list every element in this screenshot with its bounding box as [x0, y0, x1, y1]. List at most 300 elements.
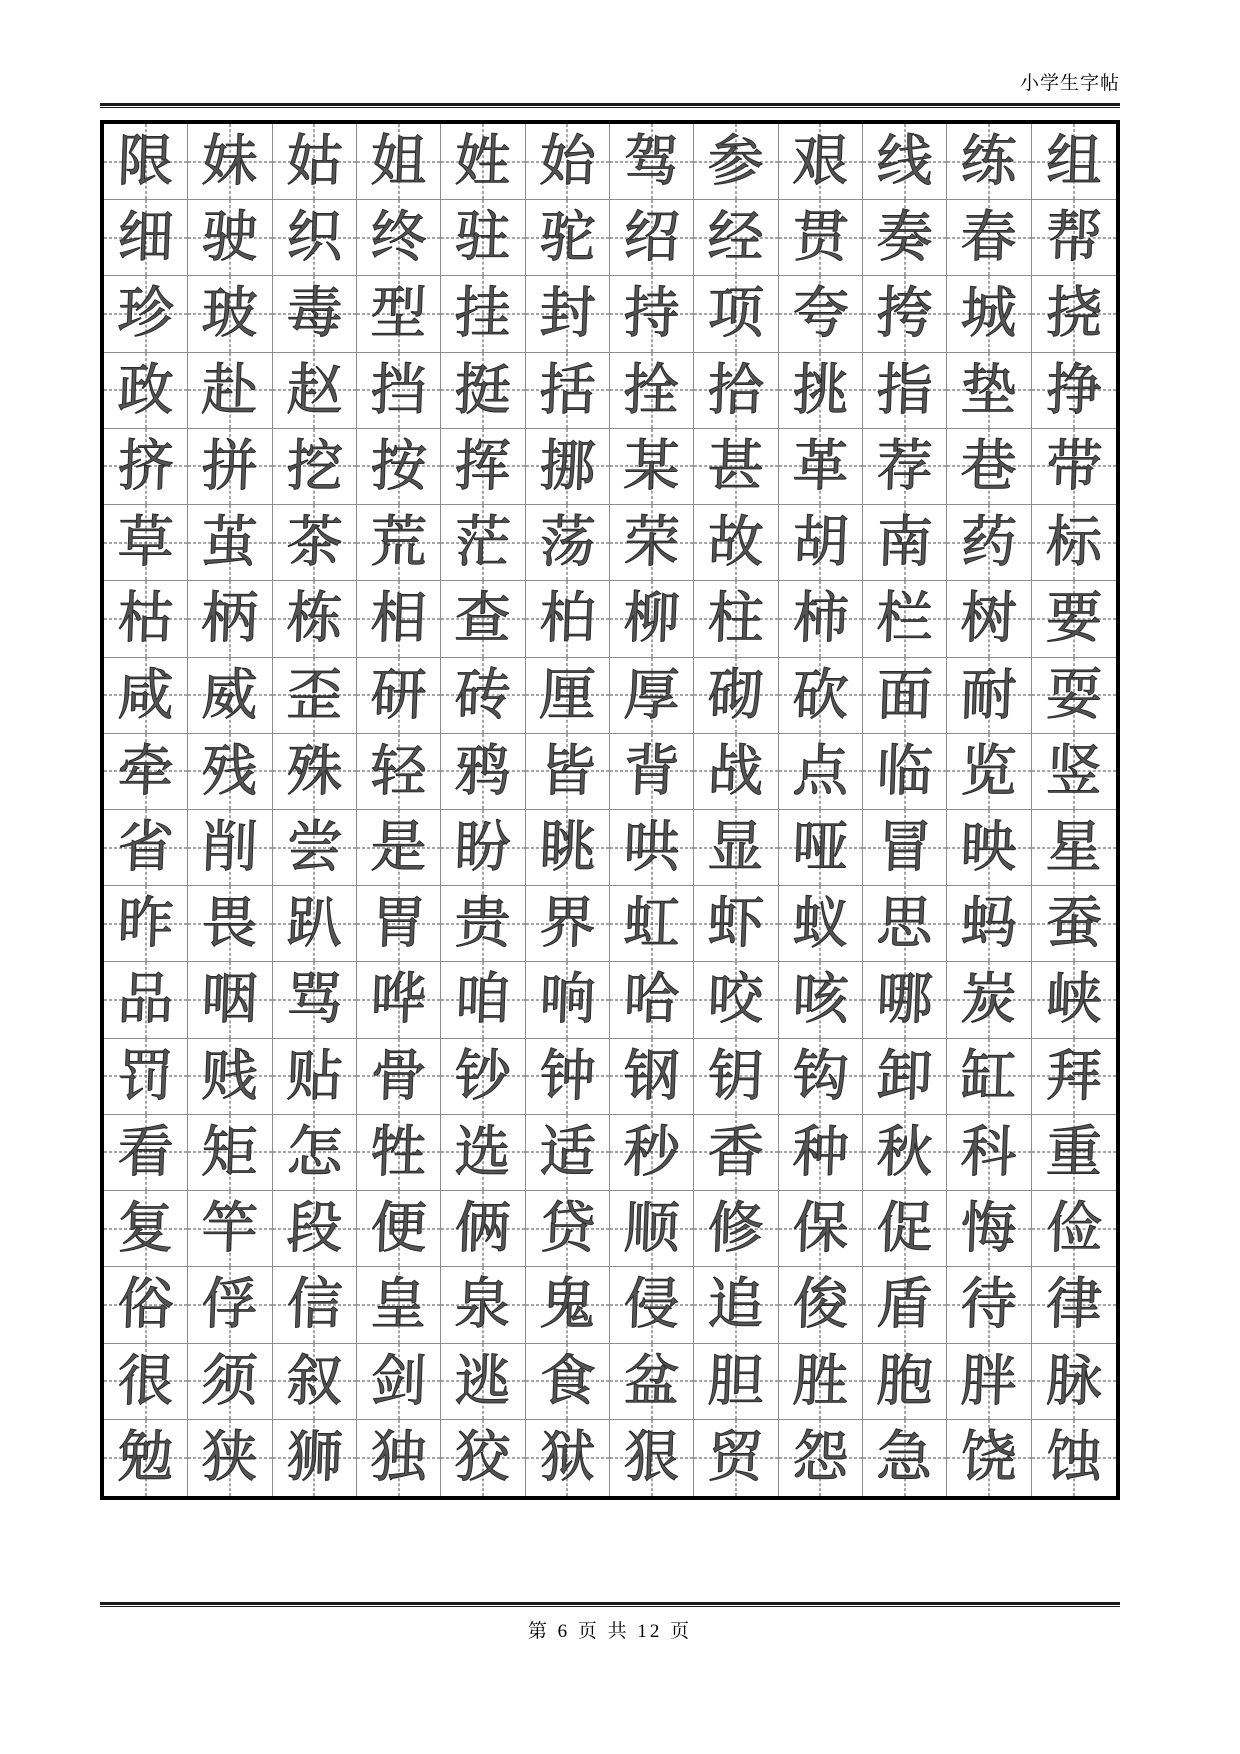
practice-character: 须 [200, 1348, 260, 1414]
practice-character: 急 [875, 1424, 934, 1490]
character-cell [610, 1191, 694, 1267]
practice-character: 殊 [285, 738, 344, 804]
practice-character: 栏 [875, 585, 934, 651]
practice-character: 项 [706, 281, 766, 347]
practice-character: 贯 [791, 204, 850, 270]
character-cell [526, 1115, 610, 1191]
character-cell [188, 1115, 272, 1191]
character-cell [779, 1191, 863, 1267]
character-cell [610, 124, 694, 200]
practice-character: 柄 [200, 585, 260, 651]
practice-character: 鬼 [538, 1271, 597, 1337]
practice-character: 树 [959, 585, 1019, 651]
practice-character: 临 [875, 738, 934, 804]
practice-character: 甚 [706, 433, 766, 499]
practice-character: 看 [116, 1119, 175, 1185]
practice-character: 线 [875, 128, 934, 194]
footer-divider [100, 1602, 1120, 1607]
practice-character: 挪 [538, 433, 597, 499]
character-cell [694, 124, 778, 200]
practice-character: 哑 [791, 814, 850, 880]
character-cell [863, 962, 947, 1038]
practice-character: 柏 [538, 585, 597, 651]
character-cell [694, 200, 778, 276]
practice-character: 钞 [453, 1043, 513, 1109]
practice-character: 狮 [285, 1424, 344, 1490]
practice-character: 适 [538, 1119, 597, 1185]
character-cell [188, 1191, 272, 1267]
page-number-text: 第 6 页 共 12 页 [527, 1621, 693, 1642]
character-grid-container [100, 120, 1120, 1500]
character-cell [694, 505, 778, 581]
character-cell [273, 886, 357, 962]
practice-character: 枯 [116, 585, 175, 651]
character-cell [104, 353, 188, 429]
character-cell [441, 429, 525, 505]
character-cell [610, 1344, 694, 1420]
practice-character: 标 [1044, 509, 1103, 575]
practice-character: 显 [706, 814, 766, 880]
character-cell [526, 1039, 610, 1115]
character-cell [357, 1344, 441, 1420]
practice-character: 盼 [453, 814, 513, 880]
character-cell [1032, 1039, 1116, 1115]
character-cell [947, 276, 1031, 352]
character-cell [188, 505, 272, 581]
character-cell [273, 1115, 357, 1191]
practice-character: 狭 [200, 1424, 260, 1490]
character-cell [1032, 276, 1116, 352]
character-cell [779, 429, 863, 505]
character-cell [610, 810, 694, 886]
character-cell [779, 1039, 863, 1115]
character-cell [947, 353, 1031, 429]
character-cell [273, 429, 357, 505]
character-cell [863, 886, 947, 962]
character-cell [1032, 1267, 1116, 1343]
character-cell [694, 962, 778, 1038]
practice-character: 春 [959, 204, 1019, 270]
practice-character: 狱 [538, 1424, 597, 1490]
character-cell [104, 1191, 188, 1267]
character-cell [1032, 1115, 1116, 1191]
practice-character: 拼 [200, 433, 260, 499]
practice-character: 拜 [1044, 1043, 1103, 1109]
character-cell [188, 200, 272, 276]
character-cell [188, 810, 272, 886]
character-cell [863, 658, 947, 734]
practice-character: 姓 [453, 128, 513, 194]
character-cell [441, 581, 525, 657]
practice-character: 相 [369, 585, 428, 651]
practice-character: 挡 [369, 357, 428, 423]
character-cell [273, 1420, 357, 1496]
practice-character: 哄 [622, 814, 681, 880]
practice-character: 虾 [706, 890, 766, 956]
character-cell [441, 200, 525, 276]
character-cell [526, 505, 610, 581]
practice-character: 南 [875, 509, 934, 575]
practice-character: 挣 [1044, 357, 1103, 423]
practice-character: 香 [706, 1119, 766, 1185]
practice-character: 面 [875, 662, 934, 728]
practice-character: 蚂 [959, 890, 1019, 956]
practice-character: 趴 [285, 890, 344, 956]
character-cell [863, 1344, 947, 1420]
practice-character: 咽 [200, 967, 260, 1033]
character-cell [526, 429, 610, 505]
character-cell [863, 1039, 947, 1115]
character-cell [863, 581, 947, 657]
character-cell [863, 276, 947, 352]
header-title: 小学生字帖 [1019, 73, 1120, 94]
character-cell [188, 581, 272, 657]
practice-character: 俗 [116, 1271, 175, 1337]
character-cell [779, 1344, 863, 1420]
character-cell [441, 1344, 525, 1420]
practice-character: 咸 [116, 662, 175, 728]
character-cell [441, 276, 525, 352]
practice-character: 哪 [875, 967, 934, 1033]
character-cell [694, 886, 778, 962]
character-cell [863, 429, 947, 505]
character-cell [104, 429, 188, 505]
page-header [100, 68, 1120, 108]
character-cell [694, 353, 778, 429]
practice-character: 峡 [1044, 967, 1103, 1033]
practice-character: 哈 [622, 967, 681, 1033]
character-cell [441, 353, 525, 429]
practice-character: 修 [706, 1195, 766, 1261]
character-cell [779, 276, 863, 352]
character-cell [357, 1039, 441, 1115]
character-cell [273, 124, 357, 200]
character-cell [526, 734, 610, 810]
character-cell [947, 886, 1031, 962]
character-cell [357, 962, 441, 1038]
character-cell [694, 1267, 778, 1343]
character-cell [779, 658, 863, 734]
practice-character: 轻 [369, 738, 428, 804]
practice-character: 鸦 [453, 738, 513, 804]
character-cell [947, 581, 1031, 657]
character-cell [947, 505, 1031, 581]
practice-character: 星 [1044, 814, 1103, 880]
character-cell [441, 1039, 525, 1115]
practice-character: 牲 [369, 1119, 428, 1185]
character-cell [610, 658, 694, 734]
practice-character: 咳 [791, 967, 850, 1033]
practice-character: 览 [959, 738, 1019, 804]
practice-character: 终 [369, 204, 428, 270]
practice-character: 姑 [285, 128, 344, 194]
character-cell [104, 505, 188, 581]
character-cell [441, 505, 525, 581]
character-cell [188, 124, 272, 200]
practice-character: 胡 [791, 509, 850, 575]
practice-character: 顺 [622, 1195, 681, 1261]
practice-character: 持 [622, 281, 681, 347]
character-cell [441, 886, 525, 962]
practice-character: 泉 [453, 1271, 513, 1337]
practice-character: 赴 [200, 357, 260, 423]
practice-character: 细 [116, 204, 175, 270]
practice-character: 虹 [622, 890, 681, 956]
character-cell [779, 886, 863, 962]
character-cell [188, 962, 272, 1038]
practice-character: 尝 [285, 814, 344, 880]
character-cell [863, 734, 947, 810]
practice-character: 茶 [285, 509, 344, 575]
character-cell [188, 353, 272, 429]
character-cell [441, 734, 525, 810]
character-cell [947, 1115, 1031, 1191]
practice-character: 钩 [791, 1043, 850, 1109]
practice-character: 盆 [622, 1348, 681, 1414]
practice-character: 悔 [959, 1195, 1019, 1261]
character-cell [273, 1267, 357, 1343]
practice-character: 封 [538, 281, 597, 347]
character-cell [610, 1267, 694, 1343]
practice-character: 药 [959, 509, 1019, 575]
practice-character: 品 [116, 967, 175, 1033]
practice-character: 茫 [453, 509, 513, 575]
character-cell [273, 581, 357, 657]
character-cell [694, 734, 778, 810]
practice-character: 草 [116, 509, 175, 575]
character-cell [610, 1039, 694, 1115]
character-cell [526, 200, 610, 276]
character-cell [694, 1039, 778, 1115]
character-cell [526, 810, 610, 886]
practice-character: 胆 [706, 1348, 766, 1414]
practice-character: 钥 [706, 1043, 766, 1109]
practice-character: 荐 [875, 433, 934, 499]
practice-character: 挖 [285, 433, 344, 499]
character-cell [694, 810, 778, 886]
practice-character: 柿 [791, 585, 850, 651]
practice-character: 城 [959, 281, 1019, 347]
character-cell [779, 581, 863, 657]
character-cell [104, 124, 188, 200]
practice-character: 界 [538, 890, 597, 956]
practice-character: 怎 [285, 1119, 344, 1185]
character-cell [273, 276, 357, 352]
character-grid [104, 124, 1116, 1496]
practice-character: 始 [538, 128, 597, 194]
practice-character: 带 [1044, 433, 1103, 499]
practice-character: 背 [622, 738, 681, 804]
character-cell [863, 505, 947, 581]
character-cell [357, 276, 441, 352]
practice-character: 限 [116, 128, 175, 194]
practice-character: 钢 [622, 1043, 681, 1109]
character-cell [863, 200, 947, 276]
practice-character: 胞 [875, 1348, 934, 1414]
character-cell [441, 1420, 525, 1496]
header-divider [100, 103, 1120, 108]
practice-character: 畏 [200, 890, 260, 956]
character-cell [1032, 886, 1116, 962]
practice-character: 荒 [369, 509, 428, 575]
practice-character: 柱 [706, 585, 766, 651]
practice-character: 威 [200, 662, 260, 728]
practice-character: 柳 [622, 585, 681, 651]
character-cell [526, 1191, 610, 1267]
practice-character: 赵 [285, 357, 344, 423]
character-cell [104, 734, 188, 810]
practice-character: 狡 [453, 1424, 513, 1490]
character-cell [1032, 658, 1116, 734]
practice-character: 便 [369, 1195, 428, 1261]
practice-character: 指 [875, 357, 934, 423]
character-cell [104, 810, 188, 886]
practice-character: 很 [116, 1348, 175, 1414]
practice-character: 咬 [706, 967, 766, 1033]
practice-character: 科 [959, 1119, 1019, 1185]
character-cell [357, 810, 441, 886]
character-cell [610, 886, 694, 962]
character-cell [863, 124, 947, 200]
character-cell [104, 276, 188, 352]
practice-character: 要 [1044, 585, 1103, 651]
character-cell [1032, 505, 1116, 581]
character-cell [357, 1420, 441, 1496]
character-cell [1032, 200, 1116, 276]
character-cell [188, 1344, 272, 1420]
character-cell [526, 962, 610, 1038]
practice-character: 革 [791, 433, 850, 499]
character-cell [863, 1191, 947, 1267]
practice-character: 耐 [959, 662, 1019, 728]
practice-character: 映 [959, 814, 1019, 880]
character-cell [694, 1191, 778, 1267]
character-cell [947, 962, 1031, 1038]
character-cell [526, 658, 610, 734]
practice-character: 奏 [875, 204, 934, 270]
practice-character: 剑 [369, 1348, 428, 1414]
practice-character: 垫 [959, 357, 1019, 423]
character-cell [357, 1267, 441, 1343]
character-cell [1032, 581, 1116, 657]
practice-character: 绍 [622, 204, 681, 270]
character-cell [104, 962, 188, 1038]
character-cell [357, 581, 441, 657]
character-cell [188, 429, 272, 505]
practice-character: 妹 [200, 128, 260, 194]
character-cell [441, 658, 525, 734]
practice-character: 饶 [959, 1424, 1019, 1490]
character-cell [1032, 734, 1116, 810]
practice-character: 昨 [116, 890, 175, 956]
practice-character: 练 [959, 128, 1019, 194]
character-cell [357, 505, 441, 581]
character-cell [188, 1420, 272, 1496]
practice-character: 政 [116, 357, 175, 423]
practice-character: 荡 [538, 509, 597, 575]
practice-character: 蚁 [791, 890, 850, 956]
practice-character: 秒 [622, 1119, 681, 1185]
practice-character: 括 [538, 357, 597, 423]
character-cell [863, 353, 947, 429]
practice-character: 段 [285, 1195, 344, 1261]
character-cell [273, 734, 357, 810]
practice-character: 俊 [791, 1271, 850, 1337]
character-cell [104, 1344, 188, 1420]
practice-character: 驾 [622, 128, 681, 194]
practice-character: 故 [706, 509, 766, 575]
practice-character: 挑 [791, 357, 850, 423]
character-cell [779, 124, 863, 200]
character-cell [188, 1267, 272, 1343]
character-cell [947, 1267, 1031, 1343]
practice-character: 哗 [369, 967, 428, 1033]
character-cell [1032, 353, 1116, 429]
practice-character: 骂 [285, 967, 344, 1033]
practice-character: 缸 [959, 1043, 1019, 1109]
character-cell [694, 276, 778, 352]
character-cell [273, 1039, 357, 1115]
practice-character: 战 [706, 738, 766, 804]
practice-character: 是 [369, 814, 428, 880]
practice-character: 追 [706, 1271, 766, 1337]
practice-character: 竖 [1044, 738, 1103, 804]
practice-character: 挺 [453, 357, 513, 423]
practice-character: 砌 [706, 662, 766, 728]
character-cell [947, 1039, 1031, 1115]
character-cell [441, 1191, 525, 1267]
practice-character: 厘 [538, 662, 597, 728]
practice-character: 冒 [875, 814, 934, 880]
practice-character: 响 [538, 967, 597, 1033]
character-cell [1032, 810, 1116, 886]
practice-character: 罚 [116, 1043, 175, 1109]
practice-character: 保 [791, 1195, 850, 1261]
practice-character: 姐 [369, 128, 428, 194]
character-cell [357, 1115, 441, 1191]
practice-character: 蚀 [1044, 1424, 1103, 1490]
character-cell [273, 353, 357, 429]
character-cell [947, 1191, 1031, 1267]
character-cell [273, 1191, 357, 1267]
character-cell [526, 1344, 610, 1420]
character-cell [610, 505, 694, 581]
practice-character: 组 [1044, 128, 1103, 194]
practice-character: 矩 [200, 1119, 260, 1185]
practice-character: 经 [706, 204, 766, 270]
practice-character: 拴 [622, 357, 681, 423]
practice-character: 型 [369, 281, 428, 347]
character-cell [610, 581, 694, 657]
character-cell [357, 734, 441, 810]
practice-character: 骨 [369, 1043, 428, 1109]
page-footer [100, 1602, 1120, 1646]
character-cell [863, 1115, 947, 1191]
practice-character: 砍 [791, 662, 850, 728]
character-cell [779, 734, 863, 810]
practice-character: 种 [791, 1119, 850, 1185]
character-cell [104, 1115, 188, 1191]
practice-character: 胖 [959, 1348, 1019, 1414]
practice-character: 栋 [285, 585, 344, 651]
character-cell [104, 886, 188, 962]
character-cell [357, 124, 441, 200]
practice-character: 挠 [1044, 281, 1103, 347]
character-cell [104, 1420, 188, 1496]
practice-character: 信 [285, 1271, 344, 1337]
character-cell [694, 658, 778, 734]
character-cell [947, 658, 1031, 734]
